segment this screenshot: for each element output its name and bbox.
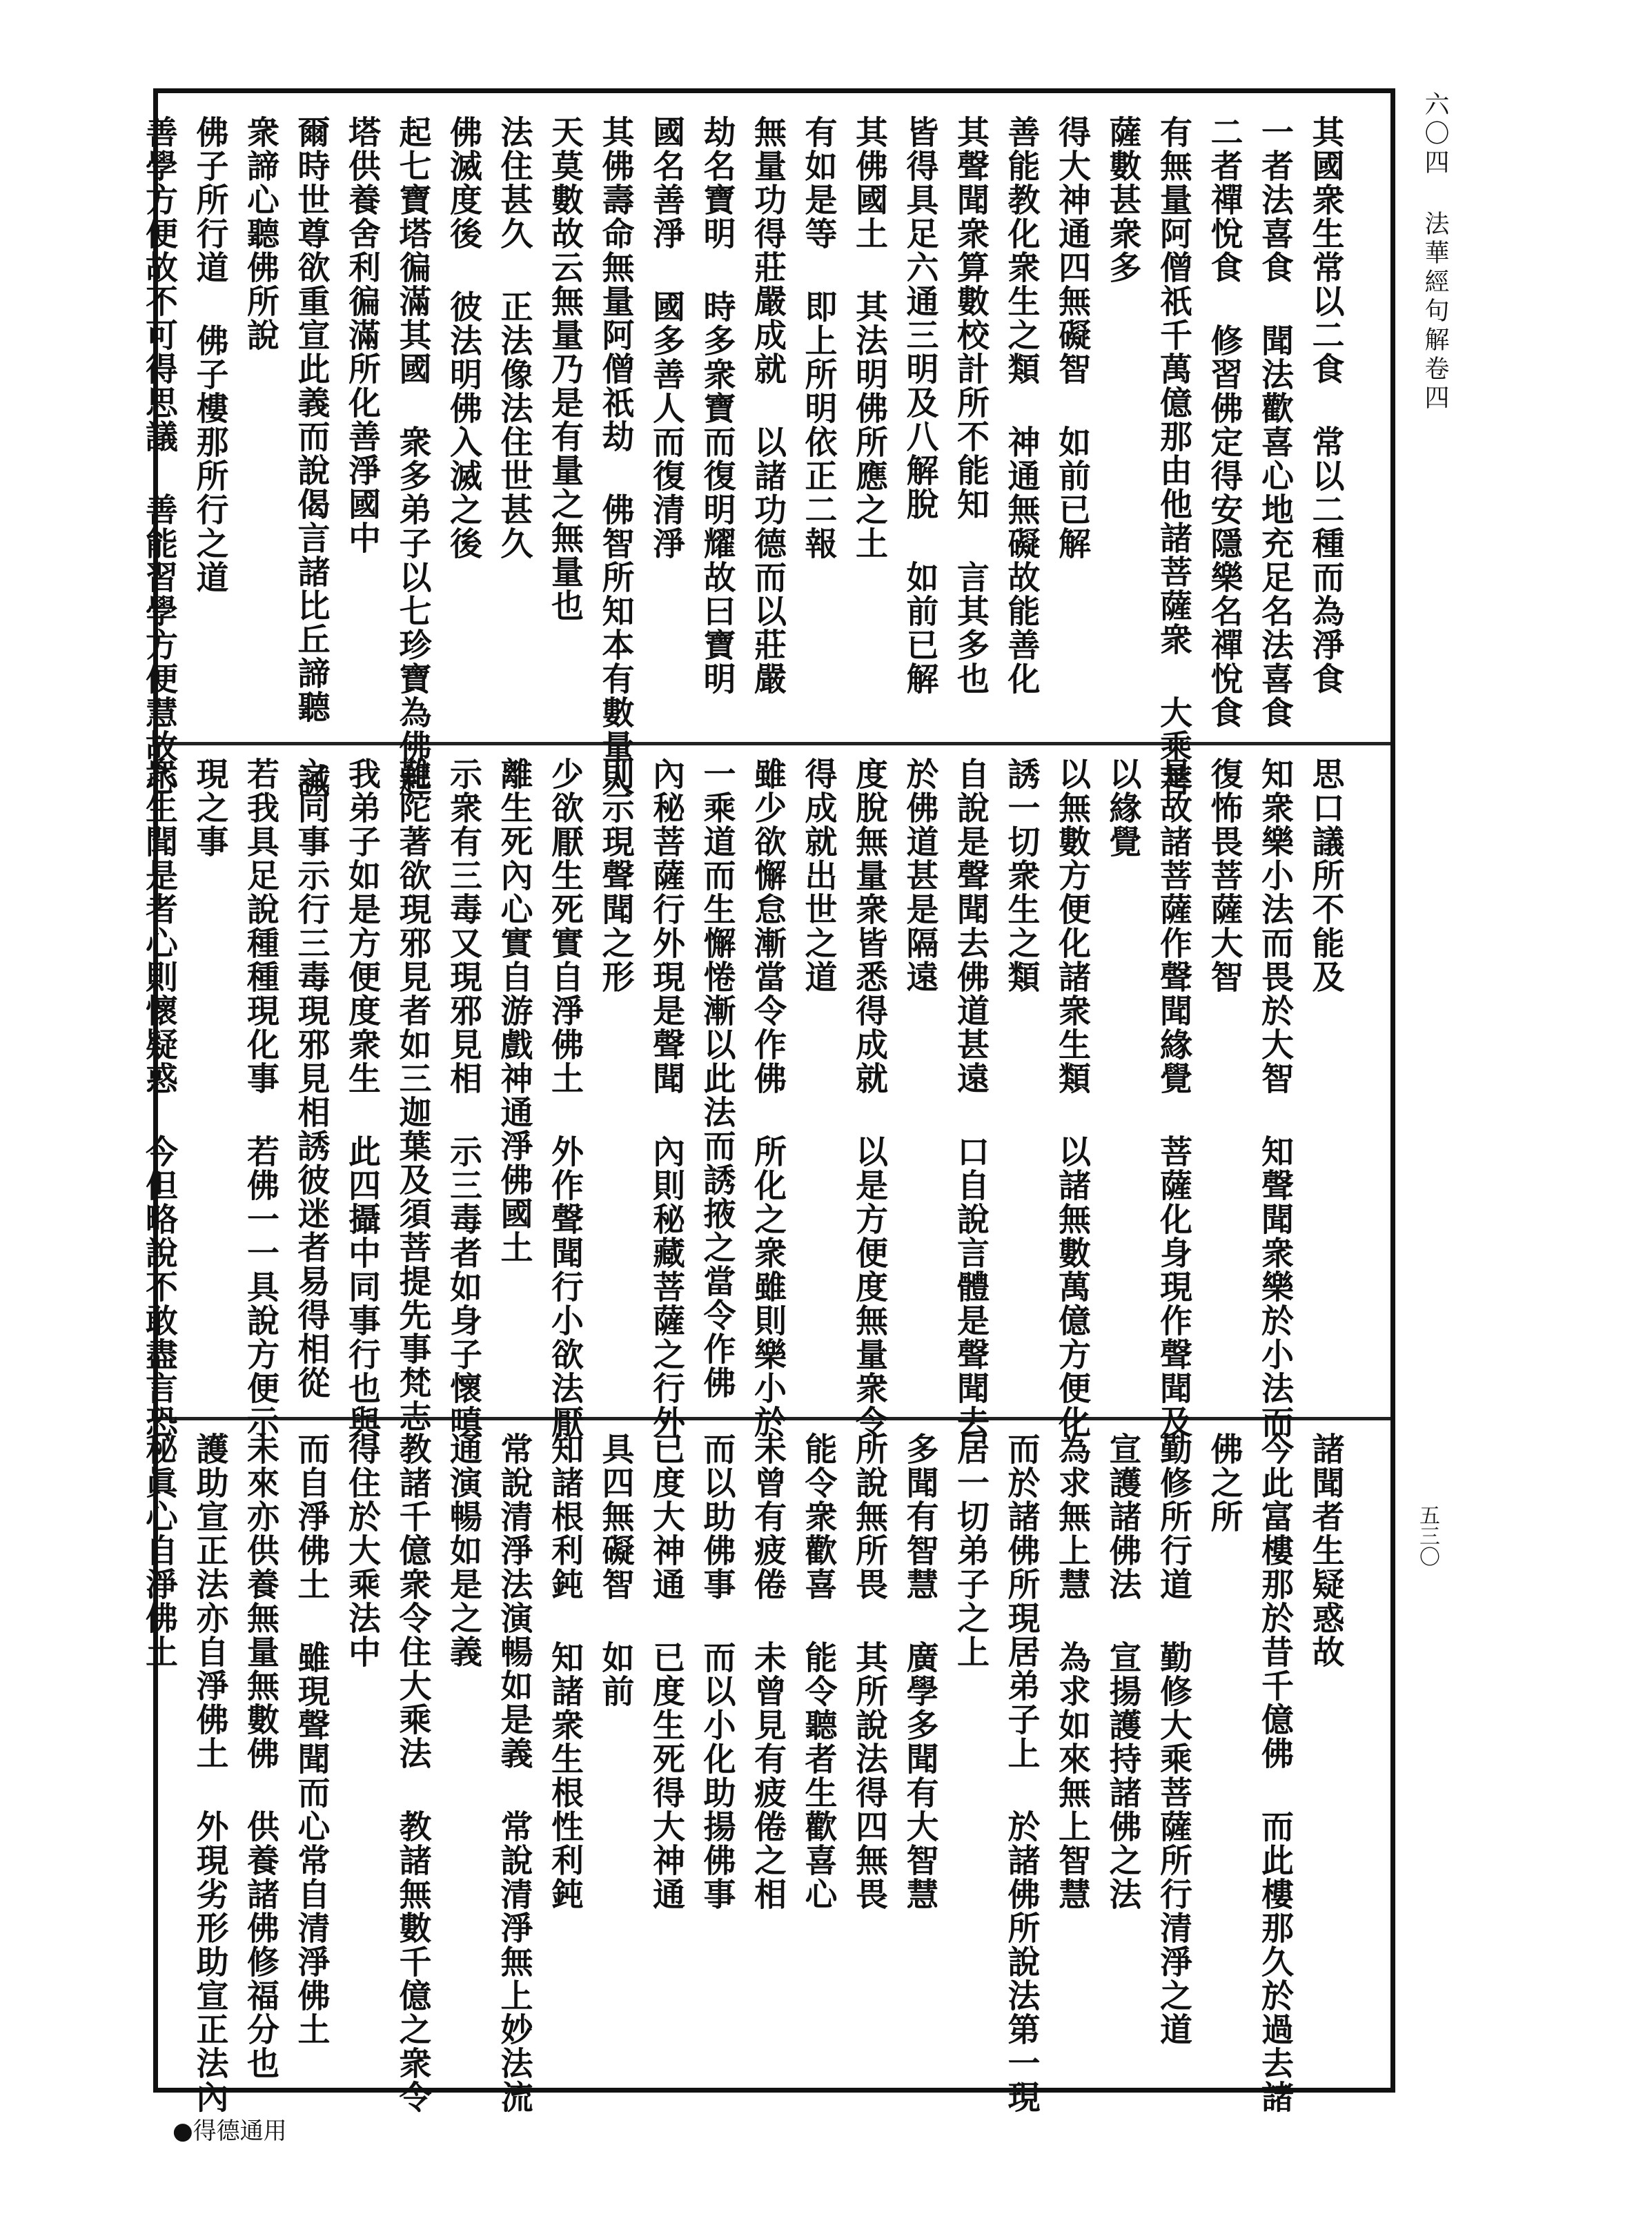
text-column: 諸聞者生疑惑故 [1306,1432,1345,1669]
text-column: 能令衆歡喜 能令聽者生歡喜心 [799,1432,838,1911]
text-column: 皆得具足六通三明及八解脫 如前已解 [901,115,939,696]
text-column: 之同事示行三毒現邪見相誘彼迷者易得相從 [292,757,331,1400]
text-column: 常說清淨法演暢如是義 常說清淨無上妙法流 [495,1432,533,2114]
text-column: 雖少欲懈怠漸當令作佛 所化之衆雖則樂小於 [749,757,787,1439]
text-column: 佛子所行道 佛子樓那所行之道 [190,115,229,594]
text-column: 於佛道甚是隔遠 [901,757,939,994]
text-column: 若我具足說種種現化事 若佛一一具說方便示 [242,757,279,1439]
text-column: 復怖畏菩薩大智 [1205,757,1243,994]
text-column: 思口議所不能及 [1306,757,1345,994]
text-band-3 [140,1432,1385,2114]
text-column: 通演暢如是之義 [444,1432,482,1669]
text-band-1 [140,115,1385,797]
text-column: 而自淨佛土 雖現聲聞而心常自清淨佛土 [292,1432,331,2046]
text-column: 居一切弟子之上 [952,1432,990,1669]
text-column: 勤修所行道 勤修大乘菩薩所行清淨之道 [1154,1432,1192,2046]
text-column: 劫名寶明 時多衆寶而復明耀故曰寶明 [698,115,736,696]
text-column: 佛滅度後 彼法明佛入滅之後 [444,115,482,560]
text-column: 佛之所 [1205,1432,1243,1534]
text-column: 無量功得莊嚴成就 以諸功德而以莊嚴 [749,115,787,696]
text-column: 其聲聞衆算數校計所不能知 言其多也 [952,115,990,696]
text-column: 得住於大乘法中 [343,1432,381,1669]
text-column: 現之事 [190,757,229,859]
running-head: 六〇四 法華經句解卷四 [1421,91,1449,413]
page-frame [140,88,1395,2114]
text-column: 為求無上慧 為求如來無上智慧 [1053,1432,1091,1911]
text-column: 內秘菩薩行外現是聲聞 內則秘藏菩薩之行外 [647,757,685,1439]
text-band-2 [140,757,1385,1439]
text-column: 爾時世尊欲重宣此義而說偈言諸比丘諦聽 誡 [292,115,331,797]
text-column: 以無數方便化諸衆生類 以諸無數萬億方便化 [1053,757,1091,1439]
footnote: ●得德通用 [173,2117,287,2145]
band-divider [158,742,1390,745]
text-column: 今此富樓那於昔千億佛 而此樓那久於過去諸 [1256,1432,1294,2114]
text-column: 具四無礙智 如前 [596,1432,635,1708]
text-column: 得成就出世之道 [799,757,838,994]
text-column: 起七寶塔徧滿其國 衆多弟子以七珍寶為佛起 [393,115,432,797]
text-column: 離生死內心實自游戲神通淨佛國土 [495,757,533,1264]
text-column: 法住甚久 正法像法住世甚久 [495,115,533,560]
text-column: 其佛壽命無量阿僧祇劫 佛智所知本有數量人 [596,115,635,797]
text-column: 已度大神通 已度生死得大神通 [647,1432,685,1911]
text-column: 而於諸佛所現居弟子上 於諸佛所說法第一現 [1002,1432,1041,2114]
text-column: 衆生聞是者心則懷疑惑 今但略說不敢盡言恐 [140,757,178,1439]
text-column: 知諸根利鈍 知諸衆生根性利鈍 [546,1432,584,1911]
text-column: 未來亦供養無量無數佛 供養諸佛修福分也 [242,1432,279,2080]
text-column: 有如是等 即上所明依正二報 [799,115,838,560]
text-column: 塔供養舍利徧滿所化善淨國中 [343,115,381,555]
text-column: 少欲厭生死實自淨佛土 外作聲聞行小欲法厭 [546,757,584,1439]
text-column: 善學方便故不可得思議 善能習學方便慧故心 [140,115,178,797]
text-column: 以緣覺 [1103,757,1142,859]
text-column: 薩數甚衆多 [1103,115,1142,284]
text-column: 其國衆生常以二食 常以二種而為淨食 [1306,115,1345,696]
text-column: 二者禪悅食 修習佛定得安隱樂名禪悅食 [1205,115,1243,730]
text-column: 一者法喜食 聞法歡喜心地充足名法喜食 [1256,115,1294,730]
text-column: 宣護諸佛法 宣揚護持諸佛之法 [1103,1432,1142,1911]
text-column: 多聞有智慧 廣學多聞有大智慧 [901,1432,939,1911]
text-column: 我弟子如是方便度衆生 此四攝中同事行也與 [343,757,381,1439]
text-column: 衆諦心聽佛所說 [242,115,279,352]
text-column: 則示現聲聞之形 [596,757,635,994]
text-column: 護助宣正法亦自淨佛土 外現劣形助宣正法內 [190,1432,229,2114]
text-column: 所說無所畏 其所說法得四無畏 [850,1432,888,1911]
text-column: 自說是聲聞去佛道甚遠 口自說言體是聲聞去 [952,757,990,1439]
text-column: 度脫無量衆皆悉得成就 以是方便度無量衆令 [850,757,888,1439]
text-column: 教諸千億衆令住大乘法 教諸無數千億之衆令 [393,1432,432,2114]
text-column: 國名善淨 國多善人而復清淨 [647,115,685,560]
text-column: 一乘道而生懈惓漸以此法而誘掖之當令作佛 [698,757,736,1400]
text-column: 未曾有疲倦 未曾見有疲倦之相 [749,1432,787,1911]
text-column: 而以助佛事 而以小化助揚佛事 [698,1432,736,1911]
text-column: 知衆樂小法而畏於大智 知聲聞衆樂於小法而 [1256,757,1294,1439]
text-column: 有無量阿僧祇千萬億那由他諸菩薩衆 大乘菩 [1154,115,1192,797]
text-column: 得大神通四無礙智 如前已解 [1053,115,1091,560]
text-column: 難陀著欲現邪見者如三迦葉及須菩提先事梵志 [393,757,432,1433]
text-column: 善能教化衆生之類 神通無礙故能善化 [1002,115,1041,696]
text-column: 天莫數故云無量乃是有量之無量也 [546,115,584,623]
text-column: 誘一切衆生之類 [1002,757,1041,994]
folio: 五三〇 [1415,1505,1439,1567]
text-column: 秘眞心自淨佛土 [140,1432,178,1669]
text-column: 其佛國土 其法明佛所應之土 [850,115,888,560]
text-column: 是故諸菩薩作聲聞緣覺 菩薩化身現作聲聞及 [1154,757,1192,1439]
text-column: 示衆有三毒又現邪見相 示三毒者如身子懷嗔 [444,757,482,1439]
